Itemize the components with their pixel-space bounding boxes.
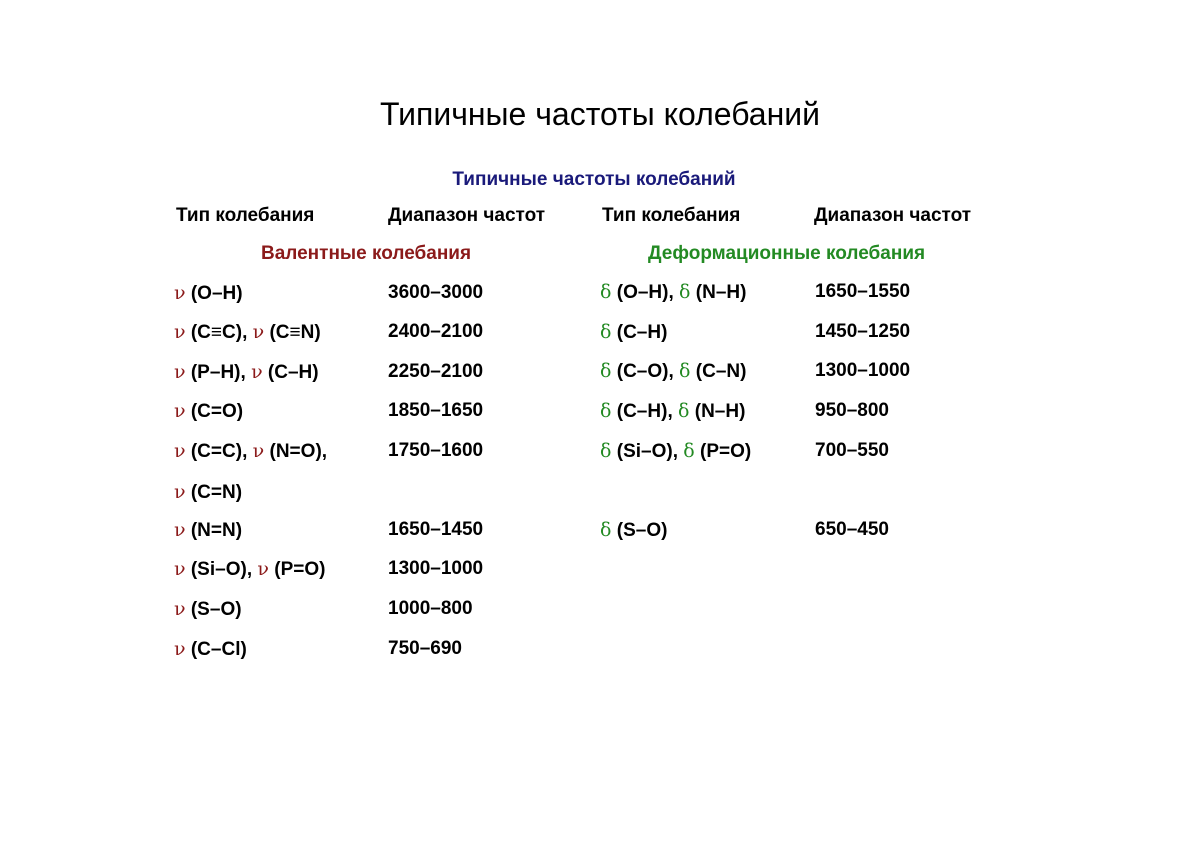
nu-symbol: ν [174,282,186,304]
frequency-range: 1450–1250 [815,321,911,342]
vibration-type: ν (C≡C), ν (C≡N) [174,321,321,343]
frequency-range: 2400–2100 [388,321,484,342]
frequency-range: 1650–1550 [815,281,911,302]
vibration-type: δ (Si–O), δ (P=O) [600,440,752,462]
header-left-range: Диапазон частот [388,205,546,226]
vibration-type: δ (C–O), δ (C–N) [600,360,747,382]
section-bending: Деформационные колебания [648,243,926,264]
nu-symbol: ν [251,361,263,383]
vibration-type: ν (C=C), ν (N=O), [174,440,328,462]
nu-symbol: ν [174,321,186,343]
frequency-range: 1650–1450 [388,519,484,540]
nu-symbol: ν [174,361,186,383]
header-right-range: Диапазон частот [814,205,972,226]
nu-symbol: ν [174,558,186,580]
frequency-range: 2250–2100 [388,361,484,382]
table-title: Типичные частоты колебаний [452,169,736,190]
nu-symbol: ν [174,400,186,422]
delta-symbol: δ [678,400,690,422]
nu-symbol: ν [252,321,265,343]
frequency-range: 950–800 [815,400,889,421]
frequency-range: 1000–800 [388,598,473,619]
vibration-type: ν (C=O) [174,400,244,422]
delta-symbol: δ [600,519,612,541]
header-left-type: Тип колебания [176,205,315,226]
delta-symbol: δ [600,400,612,422]
nu-symbol: ν [174,481,186,503]
vibration-type: δ (S–O) [600,519,668,541]
delta-symbol: δ [683,440,695,462]
vibration-type: ν (C–Cl) [174,638,247,660]
delta-symbol: δ [600,440,612,462]
nu-symbol: ν [174,519,186,541]
frequency-range: 700–550 [815,440,889,461]
delta-symbol: δ [679,281,691,303]
frequency-range: 1300–1000 [388,558,484,579]
slide-title: Типичные частоты колебаний [379,96,821,132]
vibration-type: ν (C=N) [174,481,243,503]
nu-symbol: ν [174,440,186,462]
nu-symbol: ν [174,638,186,660]
frequency-range: 1750–1600 [388,440,484,461]
header-right-type: Тип колебания [602,205,741,226]
vibration-type: ν (P–H), ν (C–H) [174,361,319,383]
frequency-range: 3600–3000 [388,282,484,303]
vibration-type: ν (S–O) [174,598,242,620]
frequency-range: 1300–1000 [815,360,911,381]
vibration-type: δ (O–H), δ (N–H) [600,281,747,303]
delta-symbol: δ [600,360,612,382]
delta-symbol: δ [600,321,612,343]
frequency-range: 1850–1650 [388,400,484,421]
vibration-type: ν (Si–O), ν (P=O) [174,558,326,580]
vibration-type: δ (C–H) [600,321,668,343]
delta-symbol: δ [679,360,691,382]
vibration-type: δ (C–H), δ (N–H) [600,400,746,422]
delta-symbol: δ [600,281,612,303]
nu-symbol: ν [252,440,265,462]
nu-symbol: ν [174,598,186,620]
vibration-type: ν (N=N) [174,519,243,541]
section-stretching: Валентные колебания [261,243,472,264]
frequency-range: 750–690 [388,638,462,659]
frequency-range: 650–450 [815,519,889,540]
vibration-type: ν (O–H) [174,282,243,304]
nu-symbol: ν [257,558,269,580]
